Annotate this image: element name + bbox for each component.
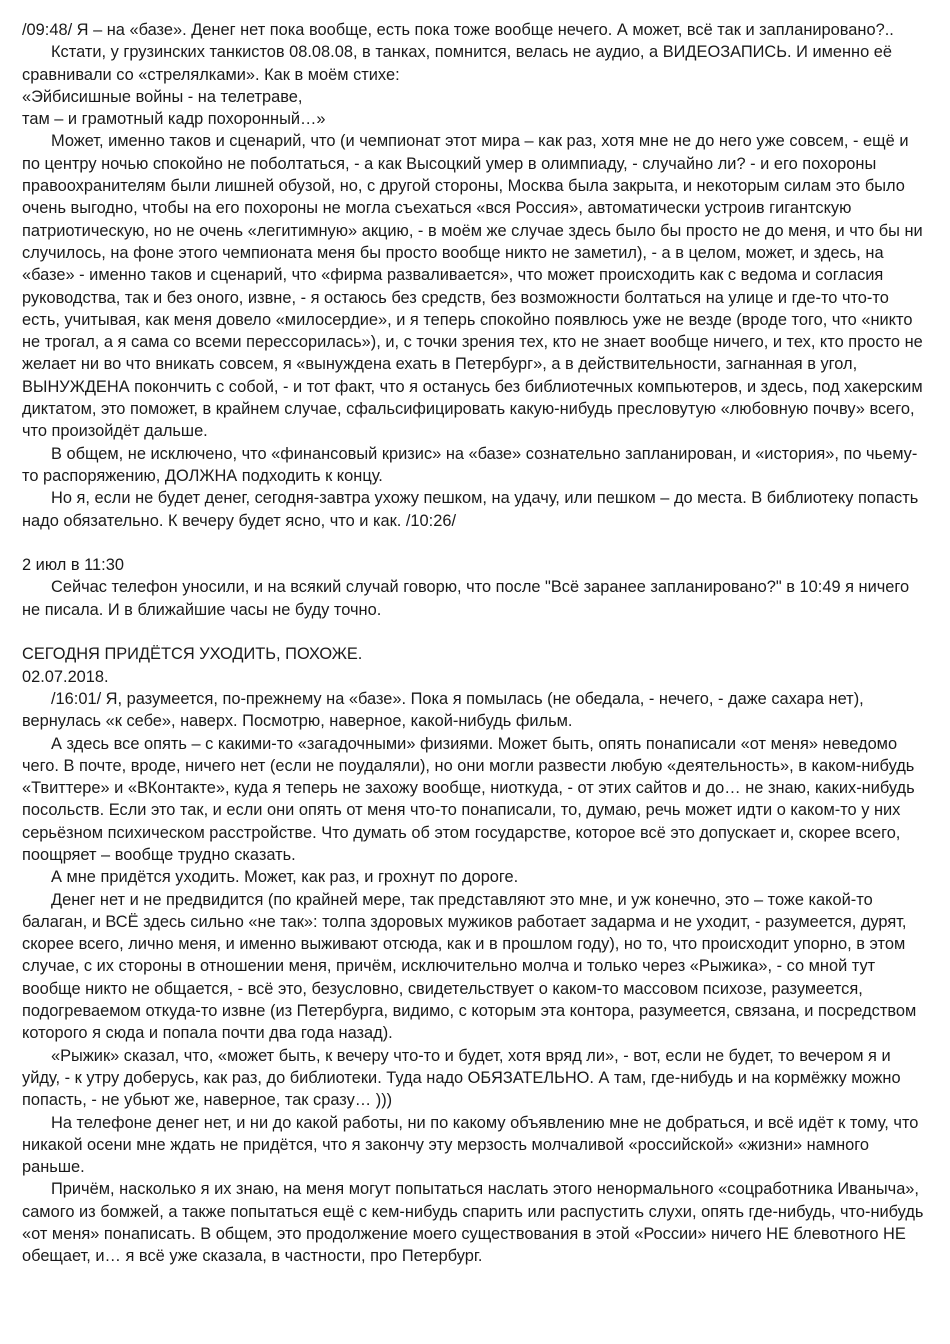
paragraph: Причём, насколько я их знаю, на меня могут попытаться наслать этого ненормального «соцработника Иваныча», самого из бомжей, а также попытаться ещё с кем-нибудь спарить или распустить слухи, опять где-нибудь, что-нибудь «от меня» понаписать. В общем, это продолжение моего существования в этой «России» ничего НЕ блевотного НЕ обещает, и… я всё уже сказала, в частности, про Петербург. [22, 1180, 924, 1266]
quote-line: «Эйбисишные войны - на телетраве, [22, 87, 303, 106]
quote-line: там – и грамотный кадр похоронный…» [22, 110, 326, 129]
paragraph: /16:01/ Я, разумеется, по-прежнему на «базе». Пока я помылась (не обедала, - нечего, - даже сахара нет), вернулась «к себе», наверх. Посмотрю, наверное, какой-нибудь фильм. [22, 689, 864, 731]
spacer [22, 532, 924, 554]
paragraph: В общем, не исключено, что «финансовый кризис» на «базе» сознательно запланирован, и «история», по чьему-то распоряжению, ДОЛЖНА подходить к концу. [22, 444, 918, 485]
paragraph: Денег нет и не предвидится (по крайней мере, так представляют это мне, и уж конечно, это – тоже какой-то балаган, и ВСЁ здесь сильно «не так»: толпа здоровых мужиков работает задарма и не уходит, - разумеется, дурят, скорее всего, лично меня, и именно выживают отсюда, как и в прошлом году), но то, что происходит упорно, в этом случае, с их стороны в отношении меня, причём, исключительно молча и только через «Рыжика», - со мной тут вообще никто не общается, - всё это, безусловно, свидетельствует о каком-то массовом психозе, разумеется, подогреваемом откуда-то извне (из Петербурга, видимо, с которым эта контора, разумеется, связана, и посредством которого я сюда и попала почти два года назад). [22, 890, 917, 1043]
paragraph: Кстати, у грузинских танкистов 08.08.08, в танках, помнится, велась не аудио, а ВИДЕОЗАПИСЬ. И именно её сравнивали со «стрелялками». Как в моём стихе: [22, 43, 892, 84]
paragraph: Может, именно таков и сценарий, что (и чемпионат этот мира – как раз, хотя мне не до него уже совсем, - ещё и по центру ночью спокойно не поболтаться, - а как Высоцкий умер в олимпиаду, - случайно ли? - и его похороны правоохранителям были лишней обузой, но, с другой стороны, Москва была закрыта, и некоторым силам это было очень выгодно, чтобы на его похороны не могла съехаться «вся Россия», автоматически устроив гигантскую патриотическую, но не очень «легитимную» акцию, - в моём же случае здесь было бы просто не до меня, и что бы ни случилось, на фоне этого чемпионата меня бы просто вообще никто не заметил), - а в целом, может, и здесь, на «базе» - именно таков и сценарий, что «фирма разваливается», что может происходить как с ведома и согласия руководства, так и без оного, извне, - я остаюсь без средств, без возможности болтаться на улице и где-то что-то есть, учитывая, как меня довело «милосердие», и я теперь спокойно появлюсь уже не везде (вроде того, что «никто не трогал, а я сама со всеми перессорилась»), и, с точки зрения тех, кто не знает вообще ничего, и тех, кто просто не желает ни во что вникать совсем, я «вынуждена ехать в Петербург», а в действительности, загнанная в угол, ВЫНУЖДЕНА покончить с собой, - и тот факт, что я останусь без библиотечных компьютеров, и здесь, под хакерским диктатом, это поможет, в крайнем случае, сфальсифицировать какую-нибудь пресловутую «любовную почву» всего, что произойдёт дальше. [22, 132, 923, 441]
entry-date: 02.07.2018. [22, 667, 109, 686]
entry-time-paragraph: /09:48/ Я – на «базе». Денег нет пока вообще, есть пока тоже вообще нечего. А может, всё так и запланировано?.. [22, 21, 894, 39]
paragraph: Но я, если не будет денег, сегодня-завтра ухожу пешком, на удачу, или пешком – до места. В библиотеку попасть надо обязательно. К вечеру будет ясно, что и как. /10:26/ [22, 489, 919, 530]
paragraph: Сейчас телефон уносили, и на всякий случай говорю, что после "Всё заранее запланировано?" в 10:49 я ничего не писала. И в ближайшие часы не буду точно. [22, 578, 910, 619]
paragraph: На телефоне денег нет, и ни до какой работы, ни по какому объявлению мне не добраться, и всё идёт к тому, что никакой осени мне ждать не придётся, что я закончу эту мерзость молчаливой «российской» «жизни» намного раньше. [22, 1113, 919, 1177]
entry-title: СЕГОДНЯ ПРИДЁТСЯ УХОДИТЬ, ПОХОЖЕ. [22, 645, 363, 664]
paragraph: А здесь все опять – с какими-то «загадочными» физиями. Может быть, опять понаписали «от меня» неведомо чего. В почте, вроде, ничего нет (если не поудаляли), но они могли развести любую «деятельность», в каком-нибудь «Твиттере» и «ВКонтакте», куда я теперь не захожу вообще, ниоткуда, - от этих сайтов и до… не знаю, каких-нибудь посольств. Если это так, и если они опять от меня что-то понаписали, то, думаю, речь может идти о каком-то у них серьёзном психическом расстройстве. Что думать об этом государстве, которое всё это допускает и, скорее всего, поощряет – вообще трудно сказать. [22, 734, 915, 864]
paragraph: А мне придётся уходить. Может, как раз, и грохнут по дороге. [51, 868, 519, 887]
spacer [22, 621, 924, 643]
post-timestamp: 2 июл в 11:30 [22, 556, 124, 575]
paragraph: «Рыжик» сказал, что, «может быть, к вечеру что-то и будет, хотя вряд ли», - вот, если не будет, то вечером я и уйду, - к утру доберусь, как раз, до библиотеки. Туда надо ОБЯЗАТЕЛЬНО. А там, где-нибудь и на кормёжку можно попасть, - не убьют же, наверное, так сразу… ))) [22, 1046, 901, 1110]
